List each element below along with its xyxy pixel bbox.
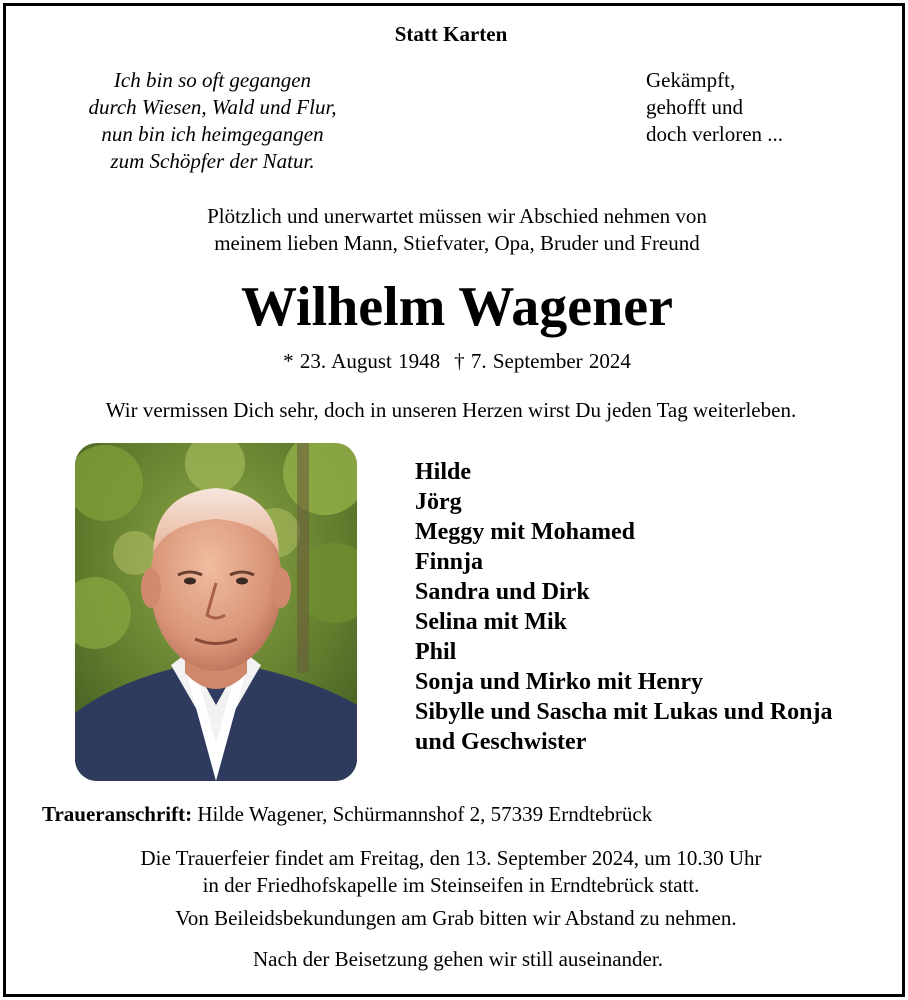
poem-left-line: durch Wiesen, Wald und Flur, bbox=[88, 95, 337, 119]
family-member: Sonja und Mirko mit Henry bbox=[415, 669, 704, 695]
family-member: Sibylle und Sascha mit Lukas und Ronja bbox=[415, 699, 833, 725]
intro-line: Plötzlich und unerwartet müssen wir Abschied nehmen von bbox=[207, 204, 707, 228]
poem-right-line: doch verloren ... bbox=[646, 122, 784, 146]
family-member: Jörg bbox=[415, 489, 462, 515]
family-member: Meggy mit Mohamed bbox=[415, 519, 635, 545]
header-statt-karten: Statt Karten bbox=[394, 22, 508, 46]
birth-date: * 23. August 1948 bbox=[283, 349, 441, 373]
poem-left-line: Ich bin so oft gegangen bbox=[113, 68, 312, 92]
mourning-address bbox=[42, 802, 652, 827]
family-member: und Geschwister bbox=[415, 729, 587, 755]
address-value: Hilde Wagener, Schürmannshof 2, 57339 Erndtebrück bbox=[197, 802, 653, 826]
intro-text bbox=[0, 203, 908, 257]
family-member: Selina mit Mik bbox=[415, 609, 568, 635]
portrait-photo bbox=[75, 443, 357, 781]
family-member: Finnja bbox=[415, 549, 484, 575]
address-label: Traueranschrift: bbox=[42, 802, 193, 826]
poem-right-line: gehofft und bbox=[646, 95, 744, 119]
poem-right-line: Gekämpft, bbox=[646, 68, 736, 92]
poem-left-line: nun bin ich heimgegangen bbox=[101, 122, 324, 146]
service-line: Die Trauerfeier findet am Freitag, den 13. September 2024, um 10.30 Uhr bbox=[140, 846, 762, 870]
poem-left-line: zum Schöpfer der Natur. bbox=[110, 149, 315, 173]
poem-right bbox=[646, 67, 783, 148]
deceased-name: Wilhelm Wagener bbox=[241, 276, 673, 338]
family-member: Hilde bbox=[415, 459, 472, 485]
condolences-note: Von Beileidsbekundungen am Grab bitten wir Abstand zu nehmen. bbox=[175, 906, 737, 930]
poem-left bbox=[40, 67, 385, 175]
miss-text: Wir vermissen Dich sehr, doch in unseren Herzen wirst Du jeden Tag weiterleben. bbox=[105, 398, 797, 422]
family-member: Sandra und Dirk bbox=[415, 579, 590, 605]
family-member: Phil bbox=[415, 639, 457, 665]
intro-line: meinem lieben Mann, Stiefvater, Opa, Bruder und Freund bbox=[214, 231, 700, 255]
family-list bbox=[415, 457, 833, 757]
funeral-service-info bbox=[0, 845, 902, 899]
after-burial-note: Nach der Beisetzung gehen wir still auseinander. bbox=[253, 947, 663, 971]
death-date: † 7. September 2024 bbox=[454, 349, 631, 373]
life-dates bbox=[0, 349, 908, 374]
service-line: in der Friedhofskapelle im Steinseifen in Erndtebrück statt. bbox=[202, 873, 700, 897]
